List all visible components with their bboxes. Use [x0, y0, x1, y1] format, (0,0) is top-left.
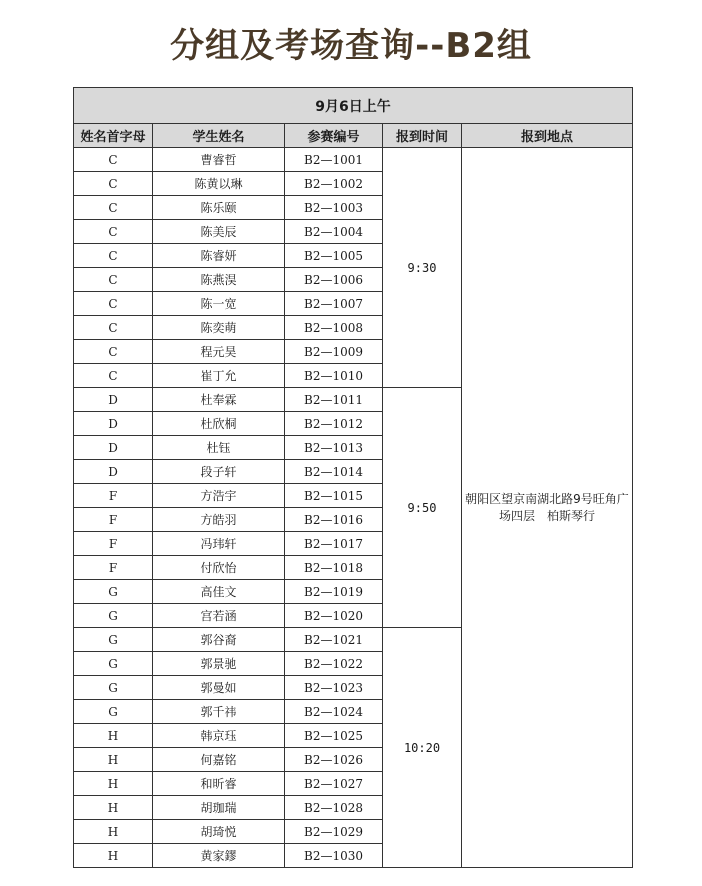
- entry-number-cell: B2—1017: [285, 532, 383, 556]
- column-header-name: 学生姓名: [153, 124, 285, 148]
- entry-number-cell: B2—1008: [285, 316, 383, 340]
- name-initial-cell: C: [74, 220, 153, 244]
- student-name-cell: 陈睿妍: [153, 244, 285, 268]
- entry-number-cell: B2—1003: [285, 196, 383, 220]
- entry-number-cell: B2—1022: [285, 652, 383, 676]
- entry-number-cell: B2—1015: [285, 484, 383, 508]
- name-initial-cell: G: [74, 628, 153, 652]
- student-name-cell: 胡琦悦: [153, 820, 285, 844]
- student-name-cell: 黄家鏐: [153, 844, 285, 868]
- entry-number-cell: B2—1012: [285, 412, 383, 436]
- name-initial-cell: H: [74, 844, 153, 868]
- report-location-cell: 朝阳区望京南湖北路9号旺角广场四层 柏斯琴行: [462, 148, 633, 868]
- table-row: [74, 148, 633, 172]
- name-initial-cell: D: [74, 436, 153, 460]
- schedule-table: [73, 87, 633, 868]
- entry-number-cell: B2—1016: [285, 508, 383, 532]
- column-header-place: 报到地点: [462, 124, 633, 148]
- student-name-cell: 付欣怡: [153, 556, 285, 580]
- name-initial-cell: H: [74, 748, 153, 772]
- name-initial-cell: D: [74, 412, 153, 436]
- name-initial-cell: C: [74, 148, 153, 172]
- name-initial-cell: F: [74, 484, 153, 508]
- student-name-cell: 杜奉霖: [153, 388, 285, 412]
- entry-number-cell: B2—1001: [285, 148, 383, 172]
- column-header-initial: 姓名首字母: [74, 124, 153, 148]
- entry-number-cell: B2—1019: [285, 580, 383, 604]
- entry-number-cell: B2—1009: [285, 340, 383, 364]
- student-name-cell: 程元昊: [153, 340, 285, 364]
- name-initial-cell: F: [74, 532, 153, 556]
- entry-number-cell: B2—1002: [285, 172, 383, 196]
- student-name-cell: 方皓羽: [153, 508, 285, 532]
- session-heading: 9月6日上午: [74, 88, 633, 124]
- entry-number-cell: B2—1024: [285, 700, 383, 724]
- name-initial-cell: C: [74, 196, 153, 220]
- student-name-cell: 和昕睿: [153, 772, 285, 796]
- student-name-cell: 高佳文: [153, 580, 285, 604]
- entry-number-cell: B2—1028: [285, 796, 383, 820]
- student-name-cell: 陈奕萌: [153, 316, 285, 340]
- name-initial-cell: F: [74, 508, 153, 532]
- student-name-cell: 杜欣桐: [153, 412, 285, 436]
- name-initial-cell: G: [74, 604, 153, 628]
- student-name-cell: 陈美辰: [153, 220, 285, 244]
- entry-number-cell: B2—1011: [285, 388, 383, 412]
- name-initial-cell: C: [74, 340, 153, 364]
- name-initial-cell: C: [74, 172, 153, 196]
- name-initial-cell: G: [74, 676, 153, 700]
- name-initial-cell: H: [74, 796, 153, 820]
- student-name-cell: 宫若涵: [153, 604, 285, 628]
- report-time-cell: 9:30: [383, 148, 462, 388]
- student-name-cell: 陈乐颐: [153, 196, 285, 220]
- report-time-cell: 9:50: [383, 388, 462, 628]
- report-time-cell: 10:20: [383, 628, 462, 868]
- name-initial-cell: H: [74, 772, 153, 796]
- name-initial-cell: C: [74, 292, 153, 316]
- name-initial-cell: H: [74, 820, 153, 844]
- student-name-cell: 陈一宽: [153, 292, 285, 316]
- student-name-cell: 段子轩: [153, 460, 285, 484]
- column-header-time: 报到时间: [383, 124, 462, 148]
- name-initial-cell: G: [74, 580, 153, 604]
- entry-number-cell: B2—1013: [285, 436, 383, 460]
- student-name-cell: 陈燕淏: [153, 268, 285, 292]
- column-header-code: 参赛编号: [285, 124, 383, 148]
- entry-number-cell: B2—1020: [285, 604, 383, 628]
- entry-number-cell: B2—1025: [285, 724, 383, 748]
- entry-number-cell: B2—1006: [285, 268, 383, 292]
- student-name-cell: 郭曼如: [153, 676, 285, 700]
- entry-number-cell: B2—1005: [285, 244, 383, 268]
- student-name-cell: 冯玮轩: [153, 532, 285, 556]
- name-initial-cell: G: [74, 652, 153, 676]
- entry-number-cell: B2—1010: [285, 364, 383, 388]
- student-name-cell: 杜钰: [153, 436, 285, 460]
- entry-number-cell: B2—1007: [285, 292, 383, 316]
- name-initial-cell: C: [74, 364, 153, 388]
- name-initial-cell: D: [74, 388, 153, 412]
- student-name-cell: 郭谷裔: [153, 628, 285, 652]
- name-initial-cell: C: [74, 244, 153, 268]
- entry-number-cell: B2—1018: [285, 556, 383, 580]
- student-name-cell: 胡珈瑞: [153, 796, 285, 820]
- entry-number-cell: B2—1030: [285, 844, 383, 868]
- name-initial-cell: G: [74, 700, 153, 724]
- student-name-cell: 郭千祎: [153, 700, 285, 724]
- student-name-cell: 曹睿哲: [153, 148, 285, 172]
- student-name-cell: 方浩宇: [153, 484, 285, 508]
- table-body: [74, 148, 633, 868]
- entry-number-cell: B2—1027: [285, 772, 383, 796]
- entry-number-cell: B2—1023: [285, 676, 383, 700]
- name-initial-cell: C: [74, 316, 153, 340]
- entry-number-cell: B2—1026: [285, 748, 383, 772]
- name-initial-cell: F: [74, 556, 153, 580]
- student-name-cell: 韩京珏: [153, 724, 285, 748]
- student-name-cell: 郭景驰: [153, 652, 285, 676]
- entry-number-cell: B2—1004: [285, 220, 383, 244]
- page-title: 分组及考场查询--B2组: [170, 26, 532, 66]
- student-name-cell: 陈黄以琳: [153, 172, 285, 196]
- entry-number-cell: B2—1021: [285, 628, 383, 652]
- entry-number-cell: B2—1014: [285, 460, 383, 484]
- student-name-cell: 何嘉铭: [153, 748, 285, 772]
- name-initial-cell: C: [74, 268, 153, 292]
- student-name-cell: 崔丁允: [153, 364, 285, 388]
- entry-number-cell: B2—1029: [285, 820, 383, 844]
- name-initial-cell: H: [74, 724, 153, 748]
- name-initial-cell: D: [74, 460, 153, 484]
